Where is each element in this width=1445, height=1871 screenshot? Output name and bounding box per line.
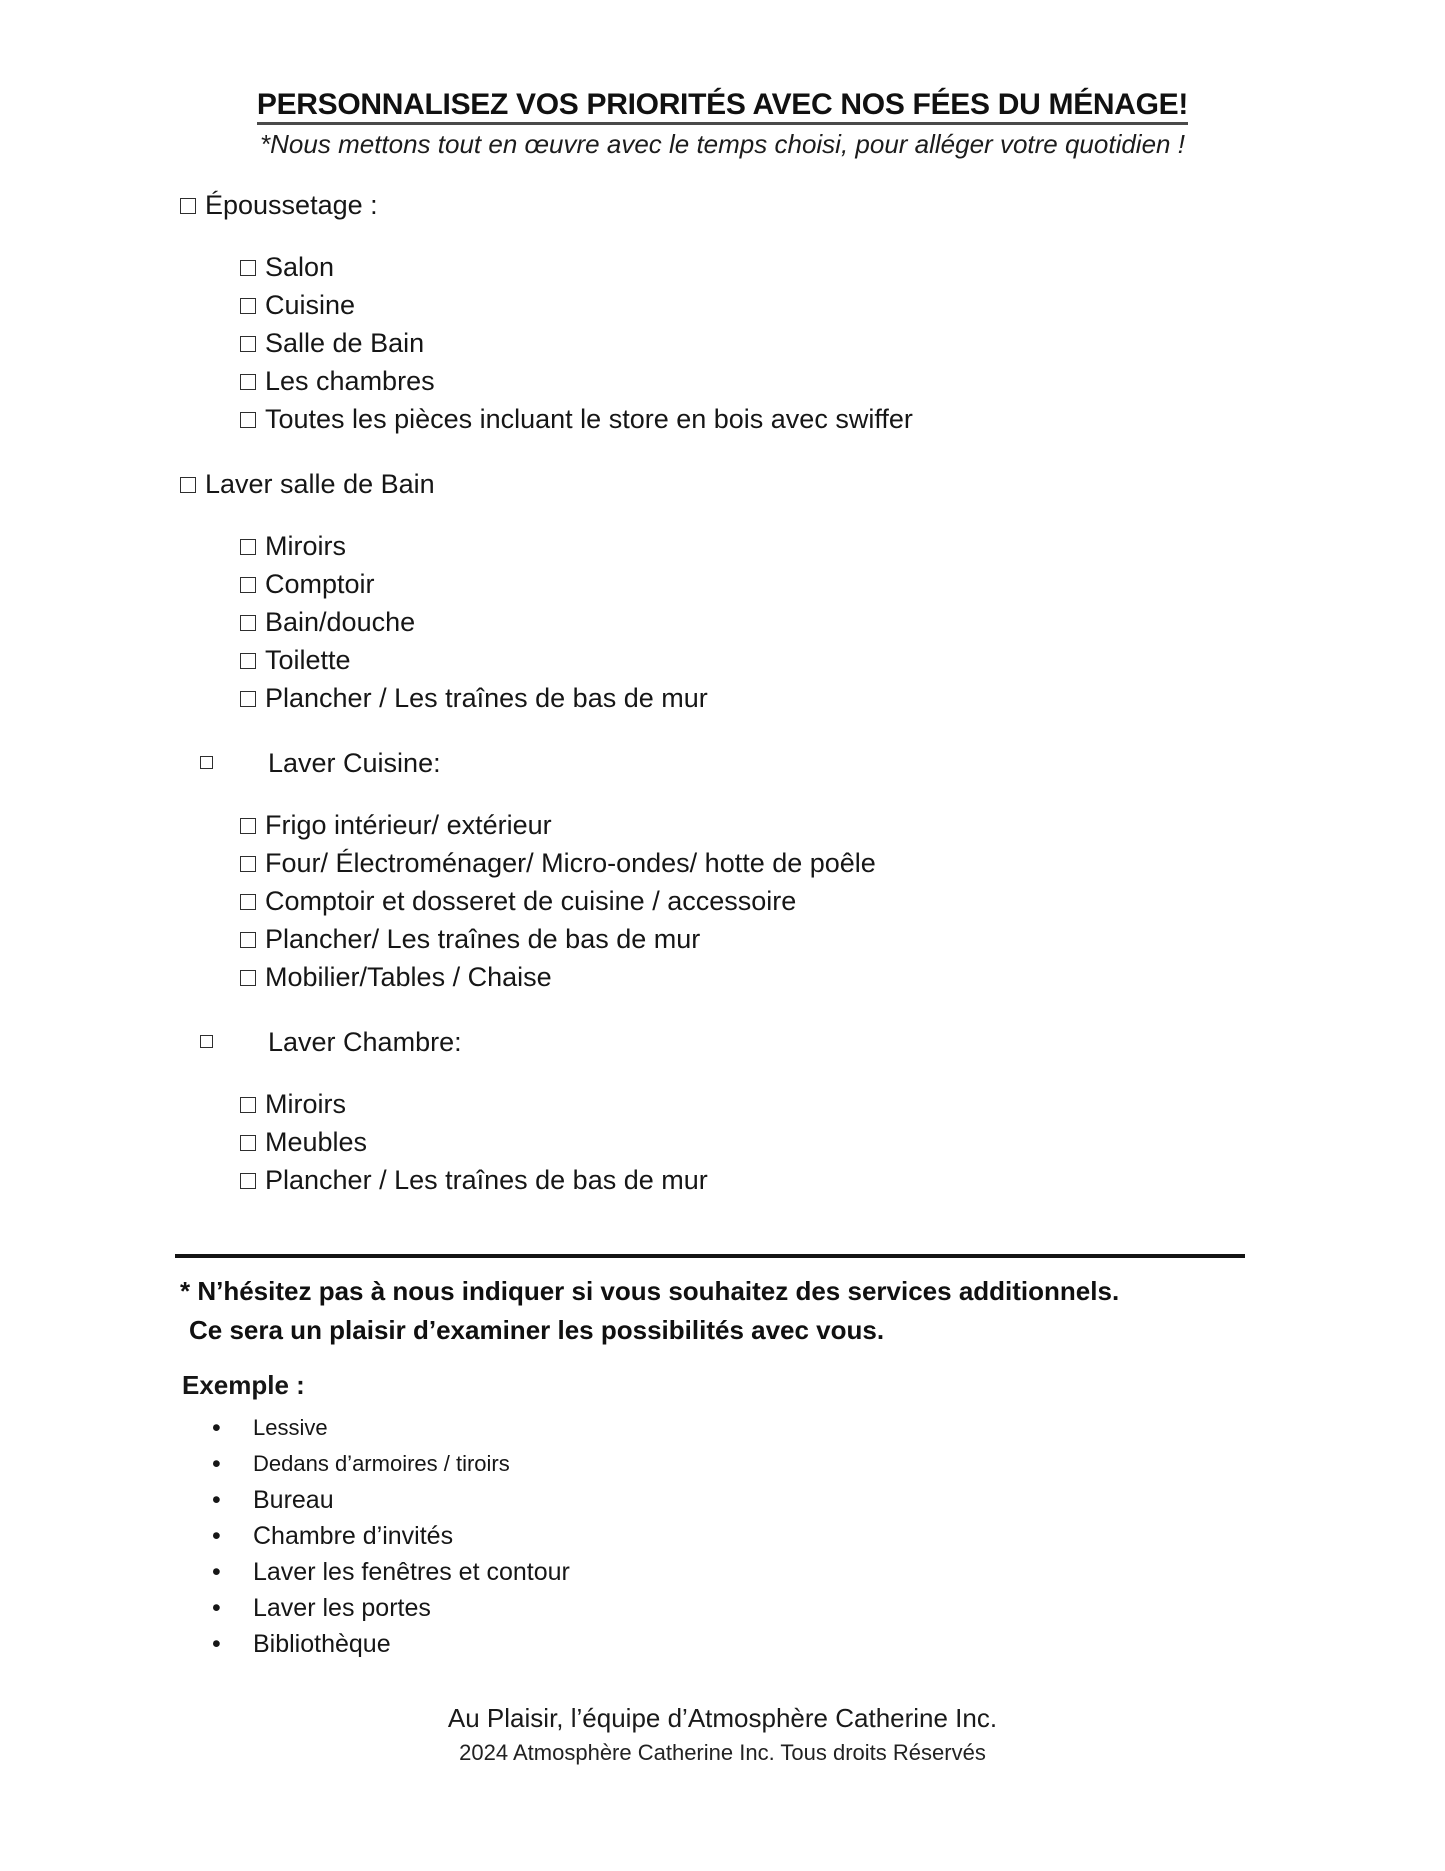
section-label: Époussetage : [205, 190, 378, 220]
checklist-item [240, 362, 1245, 400]
example-item: • Bureau [180, 1482, 1245, 1518]
page-subtitle: *Nous mettons tout en œuvre avec le temps choisi, pour alléger votre quotidien ! [260, 129, 1185, 159]
checklist-item [240, 958, 1245, 996]
section-label: Laver salle de Bain [205, 469, 435, 499]
footer-copyright: 2024 Atmosphère Catherine Inc. Tous droits Réservés [459, 1740, 986, 1765]
section-items [240, 527, 1245, 717]
item-label: Plancher / Les traînes de bas de mur [265, 683, 708, 713]
section-label: Laver Cuisine: [268, 748, 441, 778]
checklist-item [240, 527, 1245, 565]
item-label: Comptoir et dosseret de cuisine / accessoire [265, 886, 797, 916]
checkbox-mobilier-tables-chaise[interactable] [240, 970, 256, 986]
checklist-item [240, 286, 1245, 324]
checkbox-frigo[interactable] [240, 818, 256, 834]
item-label: Les chambres [265, 366, 435, 396]
example-item: • Dedans d’armoires / tiroirs [180, 1446, 1245, 1482]
checklist-item [240, 603, 1245, 641]
item-label: Toutes les pièces incluant le store en bois avec swiffer [265, 404, 913, 434]
checkbox-ch-plancher[interactable] [240, 1173, 256, 1189]
item-label: Comptoir [265, 569, 375, 599]
example-item: • Laver les portes [180, 1590, 1245, 1626]
checklist-item [240, 679, 1245, 717]
checkbox-comptoir-dosseret[interactable] [240, 894, 256, 910]
example-item: • Chambre d’invités [180, 1518, 1245, 1554]
priority-checklist [180, 186, 1245, 1199]
checklist-item [240, 844, 1245, 882]
checkbox-sdb-miroirs[interactable] [240, 539, 256, 555]
item-label: Bain/douche [265, 607, 416, 637]
example-item: • Lessive [180, 1410, 1245, 1446]
checkbox-salle-de-bain[interactable] [240, 336, 256, 352]
checklist-item [240, 400, 1245, 438]
section-laver-cuisine [180, 744, 1245, 996]
item-label: Miroirs [265, 1089, 346, 1119]
checklist-item [240, 565, 1245, 603]
checkbox-ch-meubles[interactable] [240, 1135, 256, 1151]
page-title-text: PERSONNALISEZ VOS PRIORITÉS AVEC NOS FÉES DU MÉNAGE! [257, 88, 1188, 125]
section-laver-salle-de-bain [180, 465, 1245, 717]
item-label: Salle de Bain [265, 328, 425, 358]
example-item: • Bibliothèque [180, 1626, 1245, 1662]
section-heading [180, 465, 1245, 503]
note-line-2: Ce sera un plaisir d’examiner les possibilités avec vous. [189, 1315, 885, 1345]
item-label: Toilette [265, 645, 351, 675]
checkbox-salon[interactable] [240, 260, 256, 276]
checklist-item [240, 641, 1245, 679]
section-laver-chambre [180, 1023, 1245, 1199]
item-label: Cuisine [265, 290, 356, 320]
checkbox-laver-salle-de-bain[interactable] [180, 477, 196, 493]
item-label: Plancher / Les traînes de bas de mur [265, 1165, 708, 1195]
section-items [240, 806, 1245, 996]
section-epoussetage [180, 186, 1245, 438]
checkbox-laver-cuisine[interactable] [200, 756, 213, 769]
checkbox-toutes-les-pieces[interactable] [240, 412, 256, 428]
checklist-item [240, 1161, 1245, 1199]
checkbox-laver-chambre[interactable] [200, 1035, 213, 1048]
document-header [180, 84, 1265, 162]
item-label: Four/ Électroménager/ Micro-ondes/ hotte de poêle [265, 848, 876, 878]
item-label: Salon [265, 252, 335, 282]
item-label: Frigo intérieur/ extérieur [265, 810, 552, 840]
checkbox-four-electromenager[interactable] [240, 856, 256, 872]
footer-signature: Au Plaisir, l’équipe d’Atmosphère Catherine Inc. [447, 1703, 998, 1733]
examples-block [180, 1366, 1245, 1662]
checkbox-sdb-bain-douche[interactable] [240, 615, 256, 631]
examples-heading: Exemple : [182, 1370, 305, 1400]
section-heading [180, 186, 1245, 224]
checkbox-cuisine-plancher[interactable] [240, 932, 256, 948]
page-title [180, 84, 1265, 126]
checklist-item [240, 920, 1245, 958]
section-items [240, 1085, 1245, 1199]
note-line-1: * N’hésitez pas à nous indiquer si vous souhaitez des services additionnels. [180, 1276, 1120, 1306]
section-heading [180, 744, 1245, 782]
checkbox-sdb-comptoir[interactable] [240, 577, 256, 593]
checkbox-ch-miroirs[interactable] [240, 1097, 256, 1113]
checklist-item [240, 1085, 1245, 1123]
item-label: Plancher/ Les traînes de bas de mur [265, 924, 701, 954]
document-footer [180, 1700, 1265, 1770]
examples-list [180, 1410, 1245, 1662]
example-item: • Laver les fenêtres et contour [180, 1554, 1245, 1590]
checklist-item [240, 806, 1245, 844]
section-heading [180, 1023, 1245, 1061]
section-items [240, 248, 1245, 438]
checklist-item [240, 1123, 1245, 1161]
checklist-item [240, 248, 1245, 286]
item-label: Meubles [265, 1127, 368, 1157]
checkbox-sdb-plancher[interactable] [240, 691, 256, 707]
item-label: Miroirs [265, 531, 346, 561]
additional-services-note [180, 1272, 1245, 1350]
section-divider [175, 1254, 1245, 1258]
checkbox-les-chambres[interactable] [240, 374, 256, 390]
item-label: Mobilier/Tables / Chaise [265, 962, 552, 992]
checklist-item [240, 324, 1245, 362]
checkbox-sdb-toilette[interactable] [240, 653, 256, 669]
checkbox-cuisine[interactable] [240, 298, 256, 314]
section-label: Laver Chambre: [268, 1027, 462, 1057]
checklist-item [240, 882, 1245, 920]
checkbox-epoussetage[interactable] [180, 198, 196, 214]
